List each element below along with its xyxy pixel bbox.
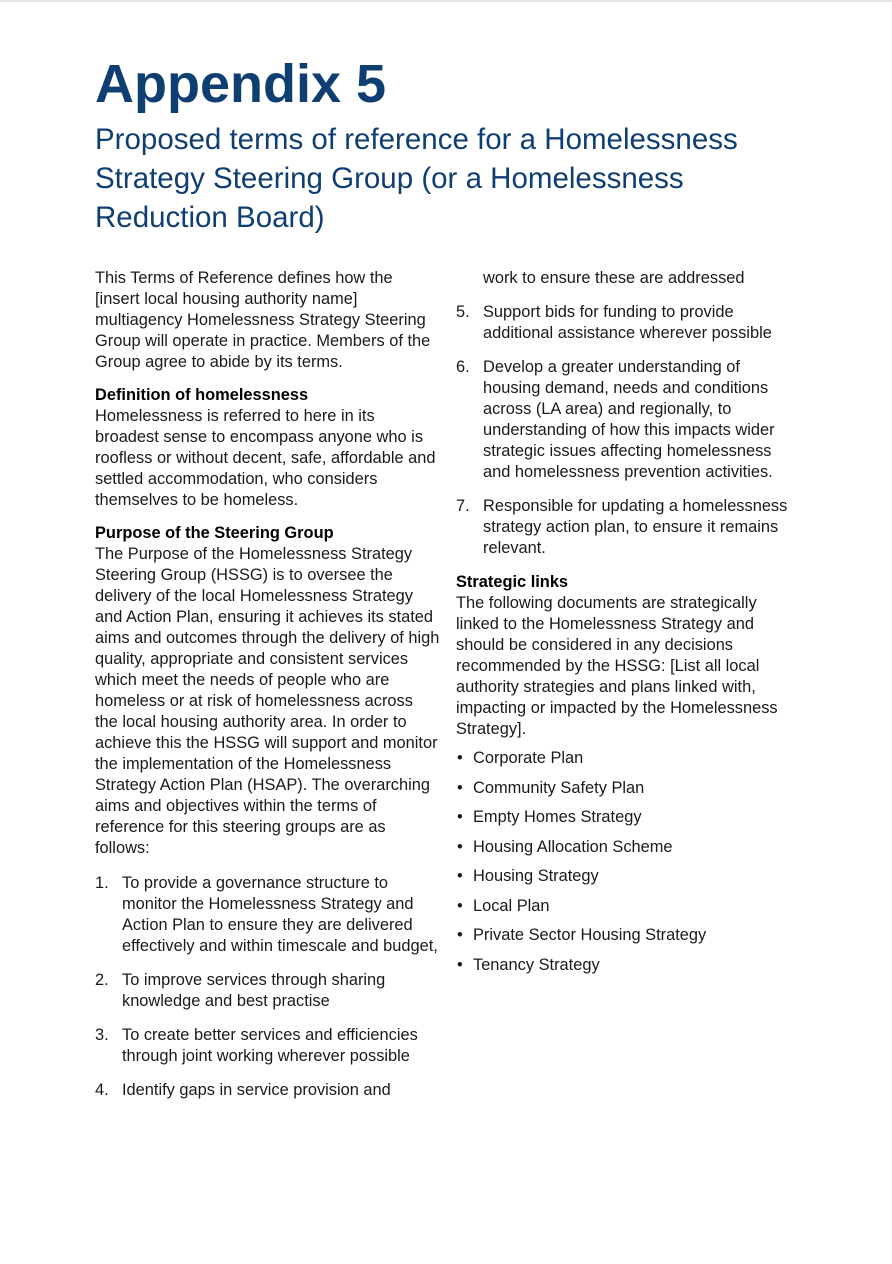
list-item (95, 970, 440, 1012)
strategic-links-paragraph: The following documents are strategically linked to the Homelessness Strategy and should be considered in any decisions recommended by the HSSG: [List all local authority strategies and plans linked with, impacting or impacted by the Homelessness Strategy]. (456, 594, 778, 738)
list-item (456, 807, 801, 828)
list-item (456, 748, 801, 769)
list-item-text: Housing Allocation Scheme (473, 837, 673, 856)
list-item-number: 3. (95, 1026, 109, 1044)
list-item-number: 6. (456, 358, 470, 376)
left-column (95, 268, 440, 1114)
list-item (456, 496, 801, 559)
list-item-number: 1. (95, 874, 109, 892)
list-item (456, 778, 801, 799)
list-item-text: Identify gaps in service provision and (122, 1081, 391, 1099)
list-item-number: 2. (95, 971, 109, 989)
list-item (95, 873, 440, 957)
list-item-text: To improve services through sharing knowledge and best practise (122, 971, 386, 1010)
list-item (95, 1080, 440, 1101)
list-item-text: Housing Strategy (473, 867, 599, 885)
list-item-number: 5. (456, 303, 470, 321)
list-item-number: 4. (95, 1081, 109, 1099)
definition-paragraph: Homelessness is referred to here in its broadest sense to encompass anyone who is roofless or without decent, safe, affordable and settled accommodation, who considers themselves to be homeless. (95, 407, 436, 509)
list-item-text: Empty Homes Strategy (473, 808, 642, 826)
list-item (456, 302, 801, 344)
bullet: • (457, 955, 463, 974)
list-item-text: To create better services and efficiencies through joint working wherever possible (122, 1026, 418, 1065)
bullet: • (457, 867, 463, 885)
list-item (456, 837, 801, 858)
bullet: • (457, 837, 463, 856)
document-subtitle: Proposed terms of reference for a Homelessness Strategy Steering Group (or a Homelessness Reduction Board) (95, 123, 738, 234)
list-item-text: Tenancy Strategy (473, 955, 600, 974)
bullet: • (457, 896, 463, 915)
purpose-heading: Purpose of the Steering Group (95, 524, 334, 542)
list-item-text: Community Safety Plan (473, 778, 645, 797)
list-item-text: Support bids for funding to provide additional assistance wherever possible (483, 303, 772, 342)
appendix-title: Appendix 5 (95, 54, 387, 114)
list-item (456, 925, 801, 946)
strategic-links-heading: Strategic links (456, 573, 569, 591)
list-item-number: 7. (456, 497, 470, 515)
list-item-text: Develop a greater understanding of housing demand, needs and conditions across (LA area) and regionally, to understanding of how this impacts wider strategic issues affecting homelessness and homelessness prevention activities. (483, 358, 775, 481)
objective-4-continued: work to ensure these are addressed (483, 269, 745, 287)
list-item-text: To provide a governance structure to monitor the Homelessness Strategy and Action Plan to ensure they are delivered effectively and within timescale and budget, (122, 874, 438, 955)
list-item (456, 955, 801, 976)
bullet: • (457, 808, 463, 826)
strategies-list (456, 748, 801, 976)
page-heading (95, 52, 795, 237)
bullet: • (457, 926, 463, 944)
bullet: • (457, 749, 463, 767)
list-item-text: Local Plan (473, 896, 550, 915)
purpose-paragraph: The Purpose of the Homelessness Strategy Steering Group (HSSG) is to oversee the delivery of the local Homelessness Strategy and Action Plan, ensuring it achieves its stated aims and outcomes through the delivery of high quality, appropriate and consistent services which meet the needs of people who are homeless or at risk of homelessness across the local housing authority area. In order to achieve this the HSSG will support and monitor the implementation of the Homelessness Strategy Action Plan (HSAP). The overarching aims and objectives within the terms of reference for this steering groups are as follows: (95, 545, 440, 857)
page-top-border (0, 0, 892, 2)
right-column (456, 268, 801, 984)
list-item-text: Corporate Plan (473, 749, 584, 767)
bullet: • (457, 778, 463, 797)
list-item (456, 896, 801, 917)
list-item (456, 357, 801, 483)
definition-heading: Definition of homelessness (95, 386, 309, 404)
list-item-text: Private Sector Housing Strategy (473, 926, 707, 944)
intro-paragraph: This Terms of Reference defines how the [insert local housing authority name] multiagency Homelessness Strategy Steering Group will operate in practice. Members of the Group agree to abide by its terms. (95, 269, 431, 371)
list-item-text: Responsible for updating a homelessness strategy action plan, to ensure it remains relevant. (483, 497, 788, 557)
objectives-list-part2 (456, 302, 801, 559)
list-item (95, 1025, 440, 1067)
objectives-list-part1 (95, 873, 440, 1101)
list-item (456, 866, 801, 887)
